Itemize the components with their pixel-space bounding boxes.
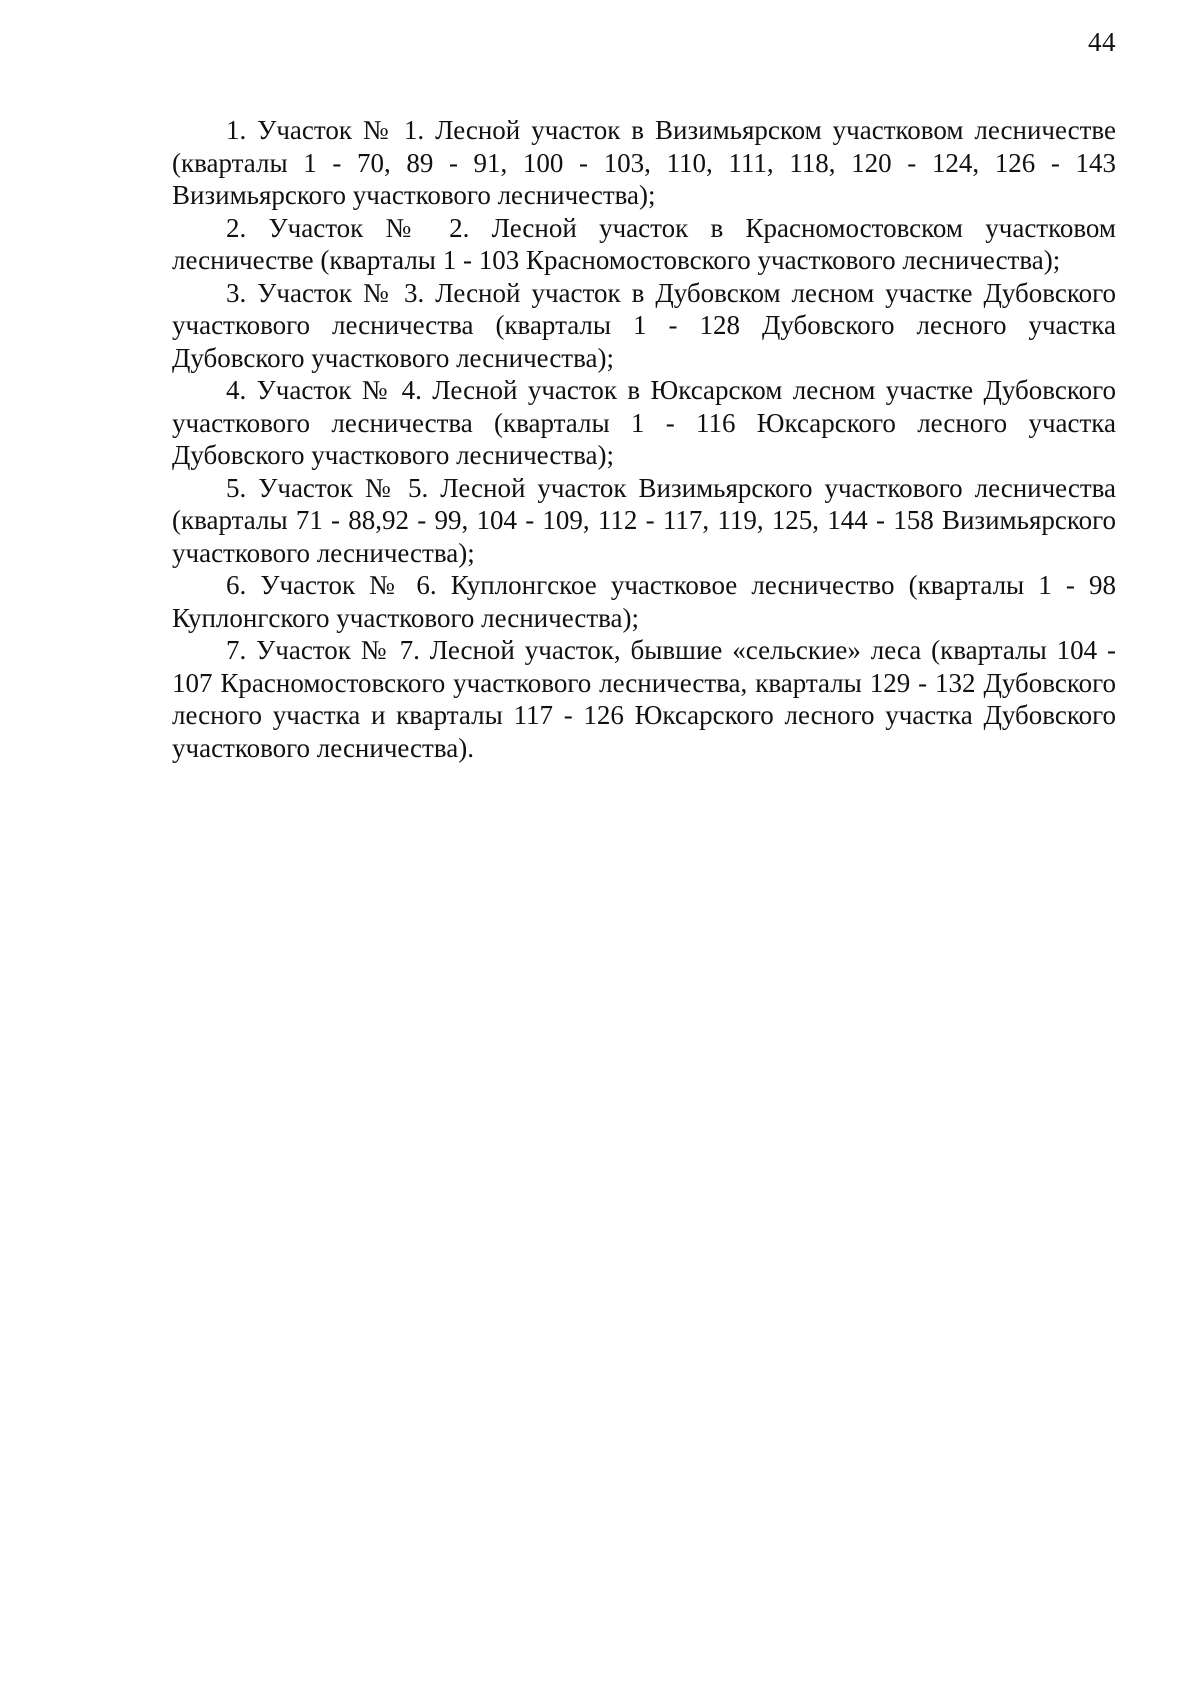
paragraph-plot-5: 5. Участок № 5. Лесной участок Визимьярского участкового лесничества (кварталы 71 - 88,92 - 99, 104 - 109, 112 - 117, 119, 125, 144 - 158 Визимьярского участкового лесничества); xyxy=(172,472,1116,568)
page-number: 44 xyxy=(1088,27,1116,57)
paragraph-plot-1: 1. Участок № 1. Лесной участок в Визимьярском участковом лесничестве (кварталы 1 - 70, 89 - 91, 100 - 103, 110, 111, 118, 120 - 124, 126 - 143 Визимьярского участкового лесничества); xyxy=(172,115,1116,210)
paragraph-plot-3: 3. Участок № 3. Лесной участок в Дубовском лесном участке Дубовского участкового лесничества (кварталы 1 - 128 Дубовского лесного участка Дубовского участкового лесничества); xyxy=(172,277,1116,373)
paragraph-plot-2: 2. Участок № 2. Лесной участок в Красномостовском участковом лесничестве (кварталы 1 - 103 Красномостовского участкового лесничества); xyxy=(172,212,1116,275)
paragraph-plot-6: 6. Участок № 6. Куплонгское участковое лесничество (кварталы 1 - 98 Куплонгского участкового лесничества); xyxy=(172,570,1116,633)
paragraph-plot-4: 4. Участок № 4. Лесной участок в Юксарском лесном участке Дубовского участкового лесничества (кварталы 1 - 116 Юксарского лесного участка Дубовского участкового лесничества); xyxy=(172,375,1116,470)
document-body xyxy=(172,114,1116,764)
paragraph-plot-7: 7. Участок № 7. Лесной участок, бывшие «сельские» леса (кварталы 104 - 107 Красномостовского участкового лесничества, кварталы 129 - 132 Дубовского лесного участка и кварталы 117 - 126 Юксарского лесного участка Дубовского участкового лесничества). xyxy=(172,635,1116,763)
